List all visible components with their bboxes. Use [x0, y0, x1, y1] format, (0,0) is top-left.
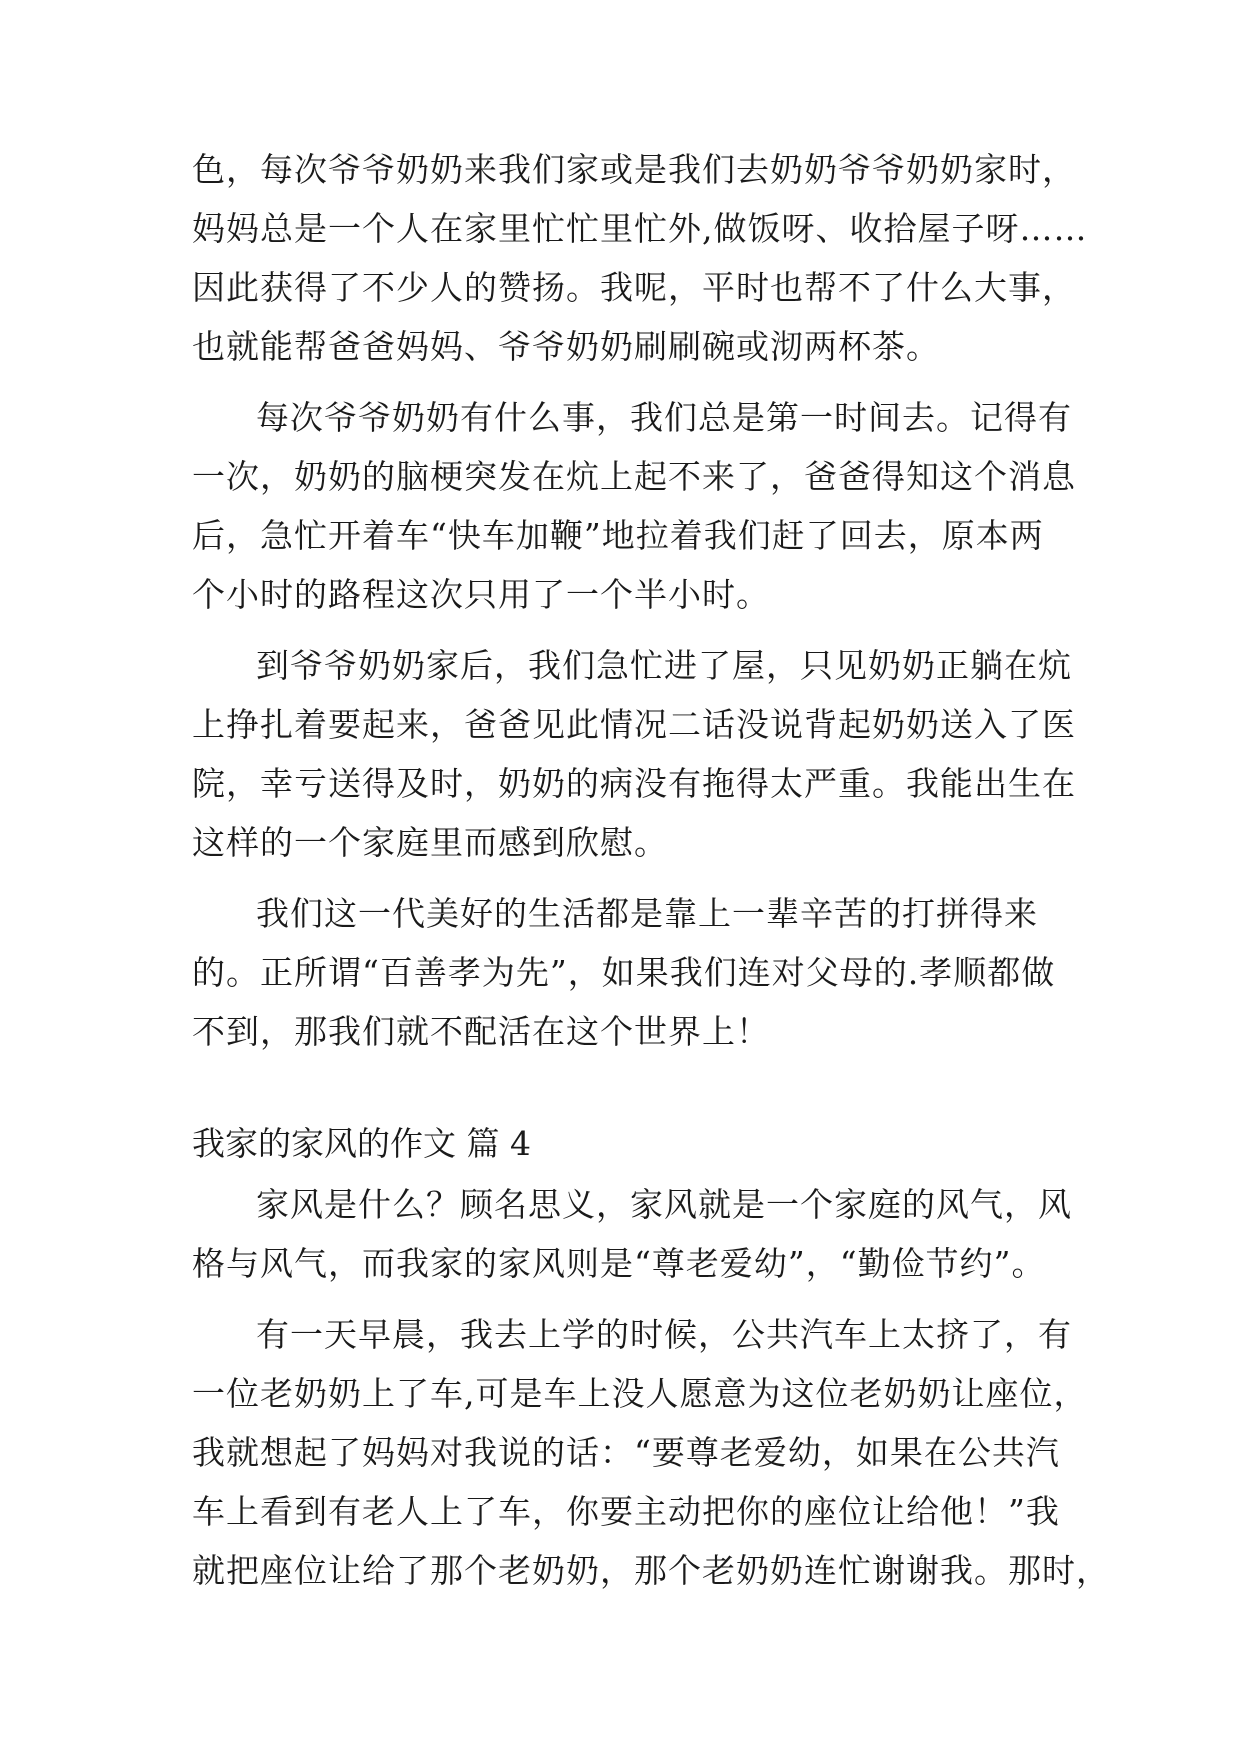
text-line: 色，每次爷爷奶奶来我们家或是我们去奶奶爷爷奶奶家时， — [192, 150, 1076, 189]
text-line: 这样的一个家庭里而感到欣慰。 — [192, 823, 668, 862]
paragraph-first-line: 家风是什么？顾名思义，家风就是一个家庭的风气，风 — [256, 1185, 1072, 1224]
text-line: 一位老奶奶上了车,可是车上没人愿意为这位老奶奶让座位， — [192, 1374, 1088, 1413]
paragraph-first-line: 到爷爷奶奶家后，我们急忙进了屋，只见奶奶正躺在炕 — [256, 646, 1072, 685]
text-line: 我就想起了妈妈对我说的话：“要尊老爱幼，如果在公共汽 — [192, 1433, 1060, 1472]
paragraph-first-line: 有一天早晨，我去上学的时候，公共汽车上太挤了，有 — [256, 1315, 1072, 1354]
text-line: 车上看到有老人上了车，你要主动把你的座位让给他！”我 — [192, 1492, 1060, 1531]
paragraph-first-line: 每次爷爷奶奶有什么事，我们总是第一时间去。记得有 — [256, 398, 1072, 437]
text-line: 妈妈总是一个人在家里忙忙里忙外,做饭呀、收拾屋子呀…… — [192, 209, 1088, 248]
text-line: 一次，奶奶的脑梗突发在炕上起不来了，爸爸得知这个消息 — [192, 457, 1076, 496]
text-line: 也就能帮爸爸妈妈、爷爷奶奶刷刷碗或沏两杯茶。 — [192, 327, 940, 366]
text-line: 因此获得了不少人的赞扬。我呢，平时也帮不了什么大事， — [192, 268, 1076, 307]
text-line: 的。正所谓“百善孝为先”，如果我们连对父母的.孝顺都做 — [192, 953, 1056, 992]
text-line: 就把座位让给了那个老奶奶，那个老奶奶连忙谢谢我。那时， — [192, 1551, 1110, 1590]
text-line: 上挣扎着要起来，爸爸见此情况二话没说背起奶奶送入了医 — [192, 705, 1076, 744]
text-line: 后，急忙开着车“快车加鞭”地拉着我们赶了回去，原本两 — [192, 516, 1044, 555]
paragraph-first-line: 我们这一代美好的生活都是靠上一辈辛苦的打拼得来 — [256, 894, 1038, 933]
text-line: 个小时的路程这次只用了一个半小时。 — [192, 575, 770, 614]
section-title: 我家的家风的作文 篇 4 — [192, 1124, 531, 1163]
text-line: 格与风气，而我家的家风则是“尊老爱幼”，“勤俭节约”。 — [192, 1244, 1046, 1283]
text-line: 院，幸亏送得及时，奶奶的病没有拖得太严重。我能出生在 — [192, 764, 1076, 803]
text-line: 不到，那我们就不配活在这个世界上！ — [192, 1012, 770, 1051]
